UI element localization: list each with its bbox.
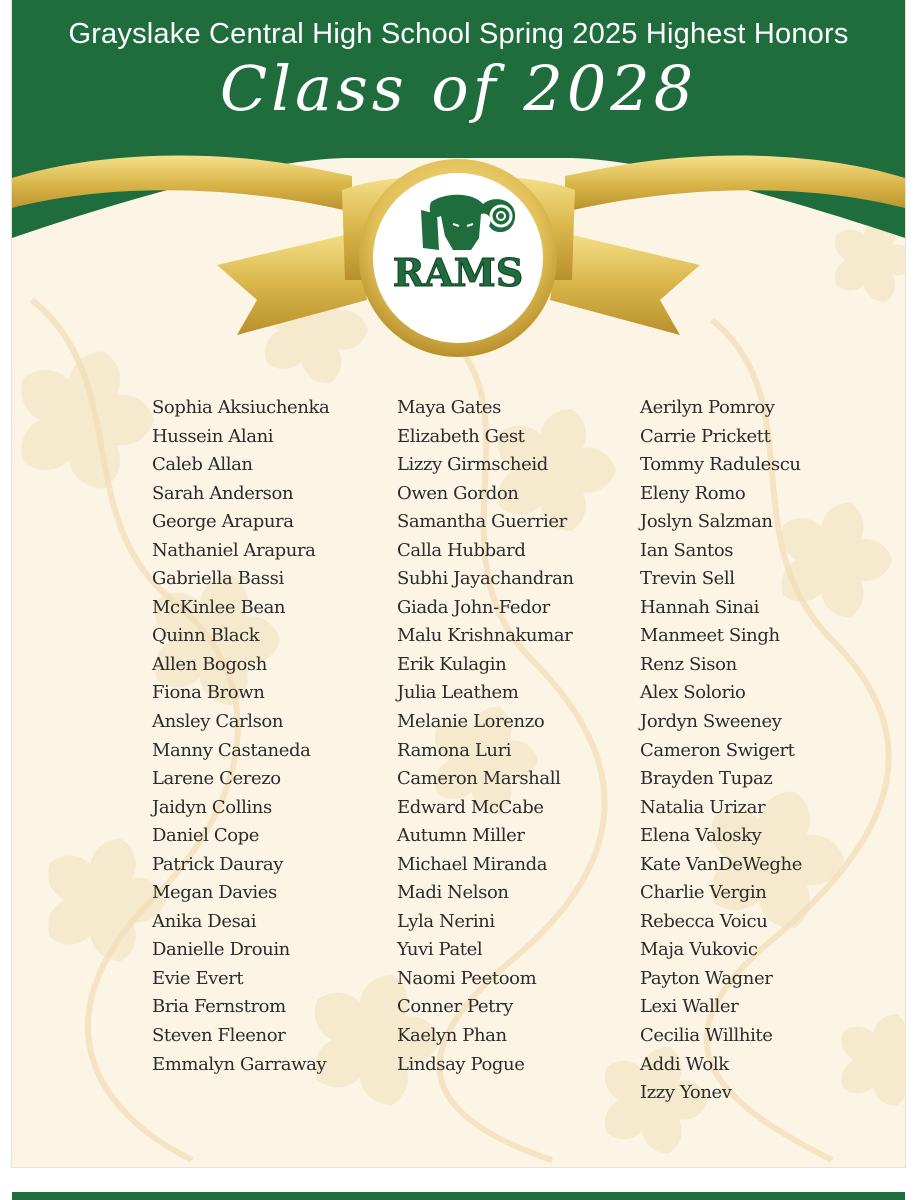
student-name: Tommy Radulescu: [640, 454, 801, 476]
student-name: Danielle Drouin: [152, 939, 290, 961]
student-name: Renz Sison: [640, 653, 737, 675]
student-name: Julia Leathem: [397, 682, 519, 704]
student-name: Giada John-Fedor: [397, 596, 550, 618]
student-name: Nathaniel Arapura: [152, 539, 316, 561]
student-name: Caleb Allan: [152, 454, 253, 476]
student-name: Lyla Nerini: [397, 910, 495, 932]
student-name: Aerilyn Pomroy: [640, 397, 775, 418]
student-name: Jaidyn Collins: [152, 796, 272, 818]
student-name: Eleny Romo: [640, 482, 746, 504]
student-name: Allen Bogosh: [152, 653, 267, 675]
student-name: Edward McCabe: [397, 796, 544, 818]
student-name: Naomi Peetoom: [397, 967, 537, 989]
class-subtitle: Class of 2028: [219, 52, 698, 125]
student-name: George Arapura: [152, 511, 294, 533]
student-name: Carrie Prickett: [640, 425, 771, 447]
student-name: Owen Gordon: [397, 482, 519, 504]
student-name: Daniel Cope: [152, 825, 260, 847]
student-name: Megan Davies: [152, 882, 277, 904]
student-name: Sophia Aksiuchenka: [152, 397, 330, 418]
page-title: Grayslake Central High School Spring 2025 Highest Honors: [68, 18, 849, 50]
student-name: Cameron Swigert: [640, 739, 795, 761]
student-name: Malu Krishnakumar: [397, 625, 573, 647]
student-name: Michael Miranda: [397, 853, 548, 875]
student-name: Addi Wolk: [640, 1053, 729, 1075]
student-name: Manmeet Singh: [640, 625, 780, 647]
student-name: Lizzy Girmscheid: [397, 454, 548, 476]
student-name: Steven Fleenor: [152, 1025, 286, 1047]
student-name: Hussein Alani: [152, 425, 274, 447]
student-name: Madi Nelson: [397, 882, 509, 904]
student-name: Ian Santos: [640, 539, 734, 561]
student-name: Subhi Jayachandran: [397, 568, 574, 590]
honors-poster: [12, 0, 905, 1167]
student-name: Payton Wagner: [640, 967, 773, 989]
ram-mascot-icon: [421, 195, 515, 250]
student-name: Elena Valosky: [640, 825, 762, 847]
student-name: Charlie Vergin: [640, 882, 767, 904]
student-name: Brayden Tupaz: [640, 768, 773, 790]
student-name: Emmalyn Garraway: [152, 1053, 327, 1075]
rams-logo: [383, 190, 533, 300]
student-name: McKinlee Bean: [152, 596, 286, 618]
bottom-green-band: [12, 1192, 905, 1200]
student-name: Maya Gates: [397, 397, 502, 418]
student-name: Fiona Brown: [152, 682, 265, 704]
student-name: Evie Evert: [152, 967, 244, 989]
student-name: Joslyn Salzman: [640, 511, 773, 533]
student-name: Jordyn Sweeney: [640, 711, 782, 733]
student-name: Patrick Dauray: [152, 853, 283, 875]
student-name: Lexi Waller: [640, 996, 739, 1018]
student-name: Kate VanDeWeghe: [640, 853, 802, 875]
student-name: Autumn Miller: [397, 825, 525, 847]
student-name: Natalia Urizar: [640, 796, 766, 818]
student-name: Calla Hubbard: [397, 539, 526, 561]
student-name: Conner Petry: [397, 996, 513, 1018]
student-name: Izzy Yonev: [640, 1082, 732, 1104]
student-name: Cecilia Willhite: [640, 1025, 773, 1047]
student-name: Melanie Lorenzo: [397, 711, 545, 733]
student-name: Manny Castaneda: [152, 739, 311, 761]
student-name: Kaelyn Phan: [397, 1025, 507, 1047]
names-column-1: [152, 394, 329, 1079]
student-name: Ansley Carlson: [152, 711, 284, 733]
student-name: Hannah Sinai: [640, 596, 760, 618]
names-column-3: [640, 394, 802, 1108]
student-name: Anika Desai: [152, 910, 257, 932]
student-name: Rebecca Voicu: [640, 910, 768, 932]
student-name: Gabriella Bassi: [152, 568, 284, 590]
student-name: Bria Fernstrom: [152, 996, 286, 1018]
student-name: Erik Kulagin: [397, 653, 507, 675]
student-name: Samantha Guerrier: [397, 511, 567, 533]
student-name: Maja Vukovic: [640, 939, 758, 961]
logo-text: RAMS: [392, 250, 524, 295]
student-name: Alex Solorio: [640, 682, 746, 704]
student-name: Lindsay Pogue: [397, 1053, 525, 1075]
student-name: Quinn Black: [152, 625, 260, 647]
student-name: Cameron Marshall: [397, 768, 561, 790]
student-name: Ramona Luri: [397, 739, 512, 761]
student-name: Sarah Anderson: [152, 482, 294, 504]
names-column-2: [397, 394, 574, 1079]
student-name: Larene Cerezo: [152, 768, 281, 790]
student-name: Elizabeth Gest: [397, 425, 525, 447]
student-name: Yuvi Patel: [397, 939, 483, 961]
student-name: Trevin Sell: [640, 568, 735, 590]
